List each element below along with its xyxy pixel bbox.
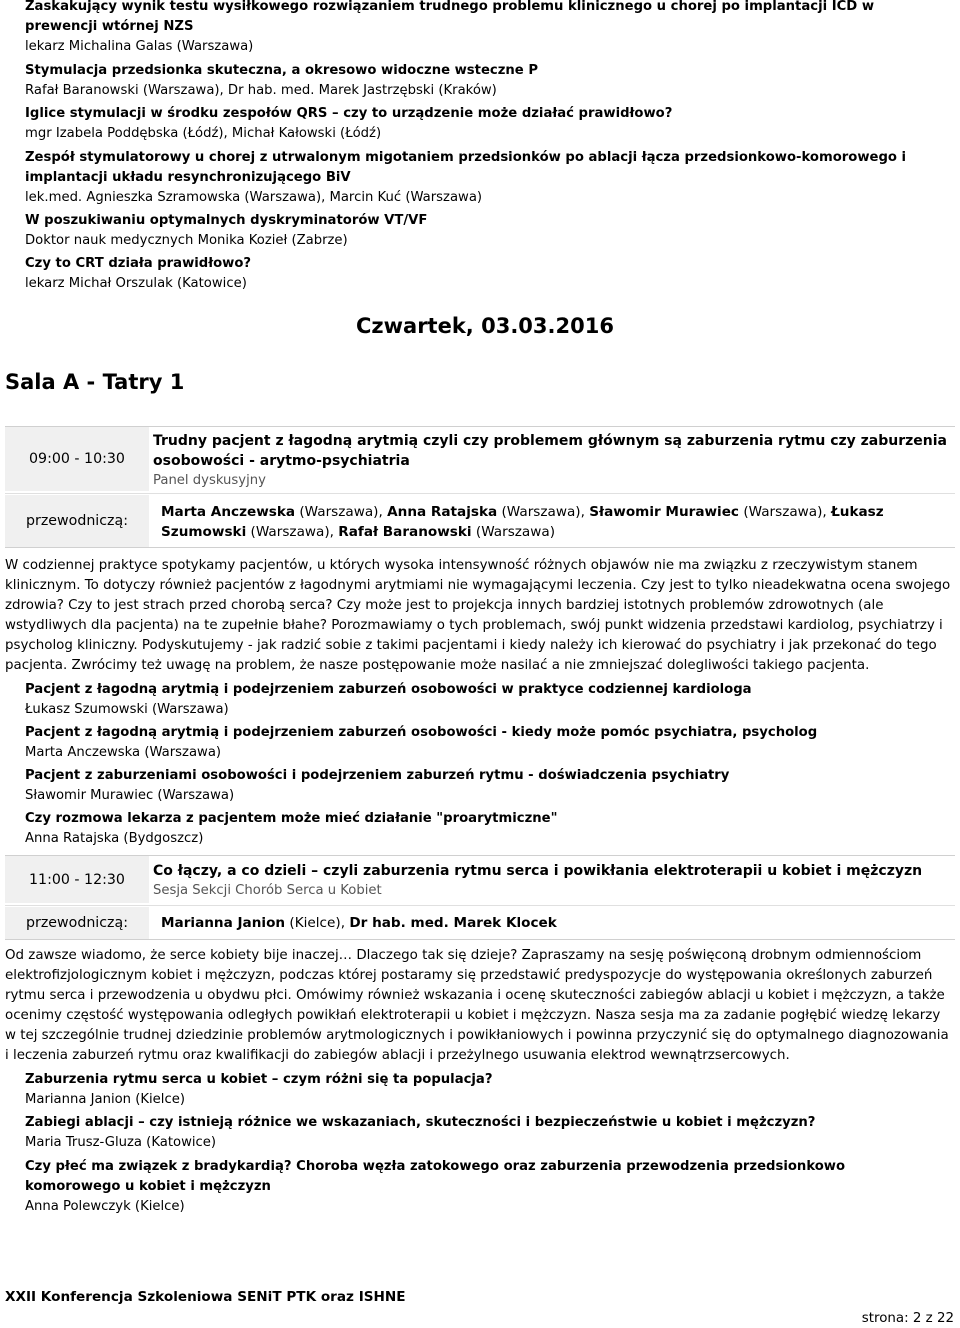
session-header xyxy=(153,859,955,901)
session-block xyxy=(5,426,955,548)
chair-name: Marianna Janion xyxy=(161,915,286,931)
talk-speaker: Maria Trusz-Gluza (Katowice) xyxy=(25,1135,217,1150)
talk-title: Czy rozmowa lekarza z pacjentem może mieć działanie "proarytmiczne" xyxy=(25,811,558,826)
room-heading: Sala A - Tatry 1 xyxy=(5,370,185,394)
talk-title: W poszukiwaniu optymalnych dyskryminatorów VT/VF xyxy=(25,213,428,228)
talk-title: Zaburzenia rytmu serca u kobiet – czym różni się ta populacja? xyxy=(25,1072,493,1087)
talk-item xyxy=(25,680,945,720)
session-header xyxy=(153,429,955,491)
talk-speaker: lek.med. Agnieszka Szramowska (Warszawa), Marcin Kuć (Warszawa) xyxy=(25,190,483,205)
talk-speaker: lekarz Michalina Galas (Warszawa) xyxy=(25,39,254,54)
session-time: 11:00 - 12:30 xyxy=(5,856,149,903)
date-heading: Czwartek, 03.03.2016 xyxy=(356,314,614,338)
session-description: W codziennej praktyce spotykamy pacjentów, u których wysoka intensywność różnych objawów nie ma związku z rzeczywistym stanem klinicznym. To dotyczy również pacjentów z łagodnymi arytmiami nie wymagającymi leczenia. Czy jest to tylko nieadekwatna ocena swojego zdrowia? Czy to jest strach przed chorobą serca? Czy może jest to projekcja innych bardziej istotnych problemów zdrowotnych (ale wstydliwych dla pacjenta) na te zupełnie błahe? Porozmawiamy o tych problemach, swój punkt widzenia przedstawi kardiolog, psychiatrzy i psycholog kliniczny. Podyskutujemy - jak radzić sobie z takimi pacjentami i kiedy należy ich kierować do psychiatry i jak przekonać do tego pacjenta. Zwrócimy też uwagę na problem, że nasze postępowanie może nasilać a nie zmniejszać dolegliwości takiego pacjenta. xyxy=(5,558,951,673)
talk-speaker: Anna Polewczyk (Kielce) xyxy=(25,1199,185,1214)
chair-label: przewodniczą: xyxy=(5,495,149,547)
footer-conference-name: XXII Konferencja Szkoleniowa SENiT PTK oraz ISHNE xyxy=(5,1289,406,1305)
talk-speaker: Łukasz Szumowski (Warszawa) xyxy=(25,702,229,717)
session-subtitle: Sesja Sekcji Chorób Serca u Kobiet xyxy=(153,883,382,898)
chair-label: przewodniczą: xyxy=(5,907,149,939)
row-divider xyxy=(5,493,955,494)
talk-item xyxy=(25,723,945,763)
talk-title: Czy płeć ma związek z bradykardią? Choroba węzła zatokowego oraz zaburzenia przewodzenia przedsionkowo komorowego u kobiet i mężczyzn xyxy=(25,1159,846,1194)
talk-item xyxy=(25,1070,945,1110)
chair-name: Rafał Baranowski xyxy=(338,524,472,540)
talk-item xyxy=(25,766,945,806)
talk-title: Pacjent z łagodną arytmią i podejrzeniem zaburzeń osobowości w praktyce codziennej kardiologa xyxy=(25,682,752,697)
page-number: strona: 2 z 22 xyxy=(861,1311,954,1326)
talk-speaker: Marianna Janion (Kielce) xyxy=(25,1092,185,1107)
talk-speaker: Doktor nauk medycznych Monika Kozieł (Zabrze) xyxy=(25,233,348,248)
program-item xyxy=(25,0,950,57)
chair-city: (Warszawa) xyxy=(471,524,556,540)
session-time: 09:00 - 10:30 xyxy=(5,427,149,491)
session-chairs xyxy=(161,913,955,933)
session-chairs xyxy=(161,502,955,542)
chair-name: Marta Anczewska xyxy=(161,504,296,520)
talk-item xyxy=(25,1157,945,1217)
session-description: Od zawsze wiadomo, że serce kobiety bije inaczej… Dlaczego tak się dzieje? Zapraszamy na sesję poświęconą drobnym odmiennościom elektrofizjologicznym kobiet i mężczyzn, podczas której postaramy się przedstawić predyspozycje do występowania określonych zaburzeń rytmu serca i przewodzenia u obydwu płci. Omówimy również wskazania i ocenę skuteczności zabiegów ablacji u kobiet i mężczyzn, a także ocenimy częstość występowania odległych powikłań elektroterapii u kobiet i mężczyzn. Nasza sesja ma za zadanie pogłębić wiedzę lekarzy w tej szczególnie trudnej dziedzinie problemów arytmologicznych i powikłaniowych i powinna przyczynić się do optymalnego diagnozowania i leczenia zaburzeń rytmu oraz kwalifikacji do zabiegów ablacji i przeżylnego usuwania elektrod wewnątrzsercowych. xyxy=(5,948,949,1063)
talk-title: Pacjent z łagodną arytmią i podejrzeniem zaburzeń osobowości - kiedy może pomóc psychiatra, psycholog xyxy=(25,725,818,740)
session-title: Co łączy, a co dzieli – czyli zaburzenia rytmu serca i powikłania elektroterapii u kobiet i mężczyzn xyxy=(153,863,923,879)
session-title: Trudny pacjent z łagodną arytmią czyli czy problemem głównym są zaburzenia rytmu czy zaburzenia osobowości - arytmo-psychiatria xyxy=(153,433,947,469)
chair-name: Łukasz Szumowski xyxy=(161,504,884,540)
talk-title: Iglice stymulacji w środku zespołów QRS – czy to urządzenie może działać prawidłowo? xyxy=(25,106,673,121)
talk-speaker: Sławomir Murawiec (Warszawa) xyxy=(25,788,235,803)
chair-city: (Warszawa), xyxy=(497,504,590,520)
talk-title: Czy to CRT działa prawidłowo? xyxy=(25,256,252,271)
program-item xyxy=(25,104,950,144)
talk-title: Stymulacja przedsionka skuteczna, a okresowo widoczne wsteczne P xyxy=(25,63,538,78)
talk-title: Zespół stymulatorowy u chorej z utrwalonym migotaniem przedsionków po ablacji łącza przedsionkowo-komorowego i implantacji układu resynchronizującego BiV xyxy=(25,150,907,185)
talk-title: Zabiegi ablacji – czy istnieją różnice we wskazaniach, skuteczności i bezpieczeństwie u kobiet i mężczyzn? xyxy=(25,1115,816,1130)
chair-city: (Warszawa), xyxy=(739,504,832,520)
talk-title: Zaskakujący wynik testu wysiłkowego rozwiązaniem trudnego problemu klinicznego u chorej po implantacji ICD w prewencji wtórnej NZS xyxy=(25,0,875,34)
talk-speaker: Rafał Baranowski (Warszawa), Dr hab. med. Marek Jastrzębski (Kraków) xyxy=(25,83,497,98)
program-item xyxy=(25,211,950,251)
program-item xyxy=(25,61,950,101)
talk-speaker: Anna Ratajska (Bydgoszcz) xyxy=(25,831,204,846)
row-divider xyxy=(5,905,955,906)
chair-city: (Warszawa), xyxy=(295,504,388,520)
talk-title: Pacjent z zaburzeniami osobowości i podejrzeniem zaburzeń rytmu - doświadczenia psychiatry xyxy=(25,768,730,783)
chair-name: Dr hab. med. Marek Klocek xyxy=(349,915,557,931)
chair-city: (Kielce), xyxy=(285,915,350,931)
talk-speaker: mgr Izabela Poddębska (Łódź), Michał Kałowski (Łódź) xyxy=(25,126,382,141)
talk-speaker: lekarz Michał Orszulak (Katowice) xyxy=(25,276,247,291)
chair-name: Anna Ratajska xyxy=(387,504,498,520)
session-subtitle: Panel dyskusyjny xyxy=(153,473,266,488)
chair-city: (Warszawa), xyxy=(246,524,339,540)
talk-speaker: Marta Anczewska (Warszawa) xyxy=(25,745,222,760)
session-block xyxy=(5,855,955,940)
program-item xyxy=(25,254,950,294)
talk-item xyxy=(25,809,945,849)
chair-name: Sławomir Murawiec xyxy=(589,504,739,520)
talk-item xyxy=(25,1113,945,1153)
program-item xyxy=(25,148,950,208)
